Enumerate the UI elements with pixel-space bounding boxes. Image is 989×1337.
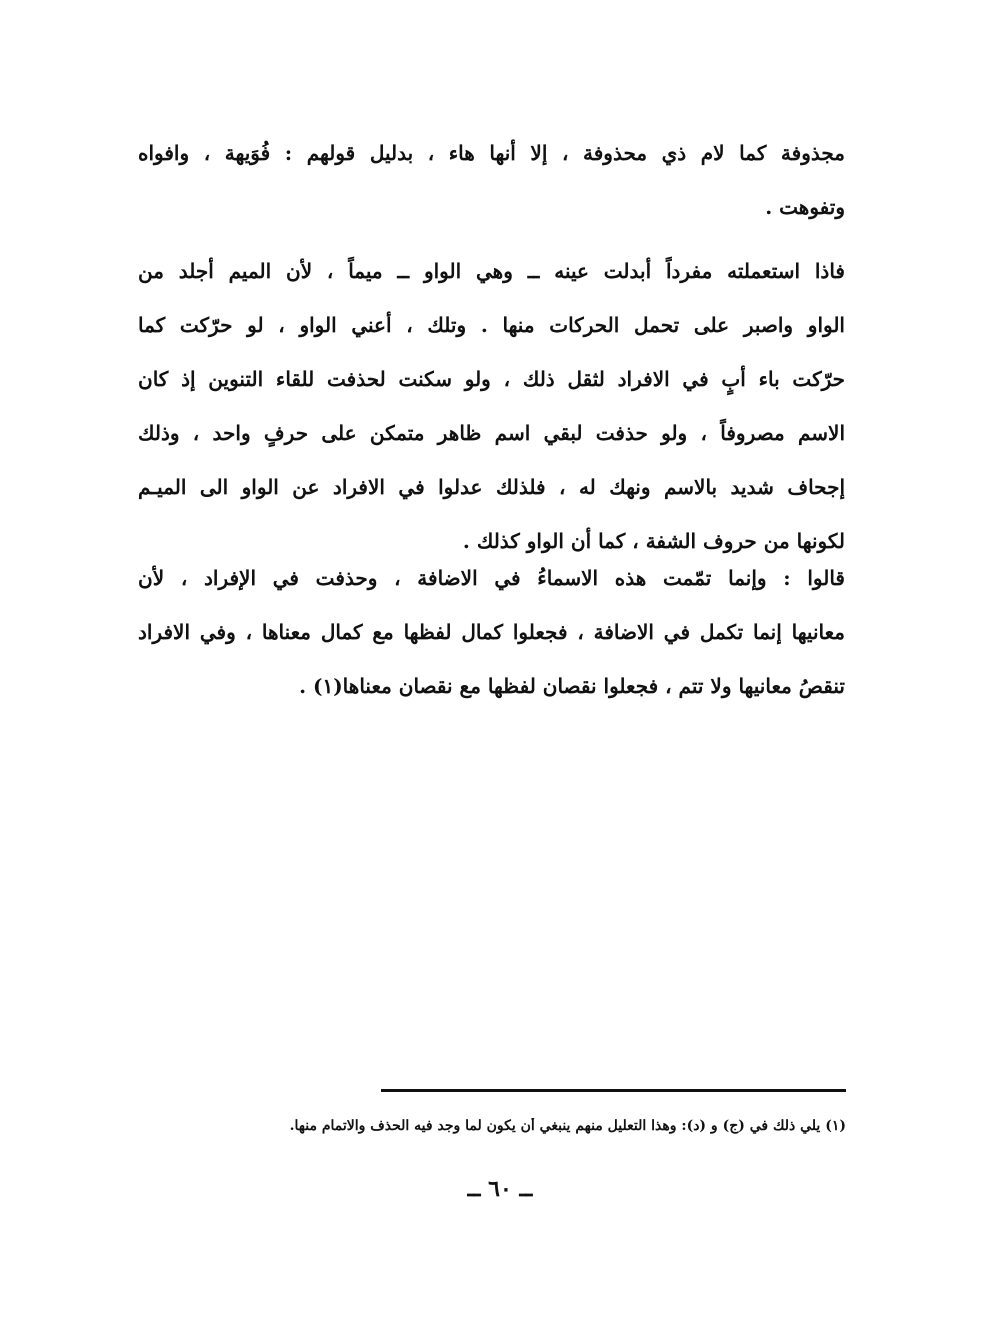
text-line: معانيها إنما تكمل في الاضافة ، فجعلوا كمال لفظها مع كمال معناها ، وفي الافراد xyxy=(138,620,845,644)
text-line: الواو واصبر على تحمل الحركات منها . وتلك ، أعني الواو ، لو حرّكت كما xyxy=(138,313,845,337)
text-line: لكونها من حروف الشفة ، كما أن الواو كذلك . xyxy=(462,529,845,553)
text-line: الاسم مصروفاً ، ولو حذفت لبقي اسم ظاهر متمكن على حرفٍ واحد ، وذلك xyxy=(138,421,845,445)
footnote: (١) يلي ذلك في (ج) و (د): وهذا التعليل منهم ينبغي أن يكون لما وجد فيه الحذف والاتمام منها. xyxy=(289,1118,846,1134)
text-line: إجحاف شديد بالاسم ونهك له ، فلذلك عدلوا في الافراد عن الواو الى الميـم xyxy=(138,475,845,499)
text-line: قالوا : وإنما تمّمت هذه الاسماءُ في الاضافة ، وحذفت في الإفراد ، لأن xyxy=(138,566,845,590)
text-line: فاذا استعملته مفرداً أبدلت عينه ــ وهي الواو ــ ميماً ، لأن الميم أجلد من xyxy=(138,259,845,283)
text-line: تنقصُ معانيها ولا تتم ، فجعلوا نقصان لفظها مع نقصان معناها(١) . xyxy=(299,674,845,698)
text-line: وتفوهت . xyxy=(765,195,845,219)
paragraph-1 xyxy=(138,126,845,234)
page-number: ــ ٦٠ ــ xyxy=(467,1176,533,1202)
paragraph-3 xyxy=(138,551,845,713)
footnote-divider xyxy=(381,1089,846,1092)
text-line: حرّكت باء أبٍ في الافراد لثقل ذلك ، ولو سكنت لحذفت للقاء التنوين إذ كان xyxy=(138,367,845,391)
paragraph-2 xyxy=(138,244,845,568)
text-line: مجذوفة كما لام ذي محذوفة ، إلا أنها هاء ، بدليل قولهم : فُوَيهة ، وافواه xyxy=(138,141,845,165)
